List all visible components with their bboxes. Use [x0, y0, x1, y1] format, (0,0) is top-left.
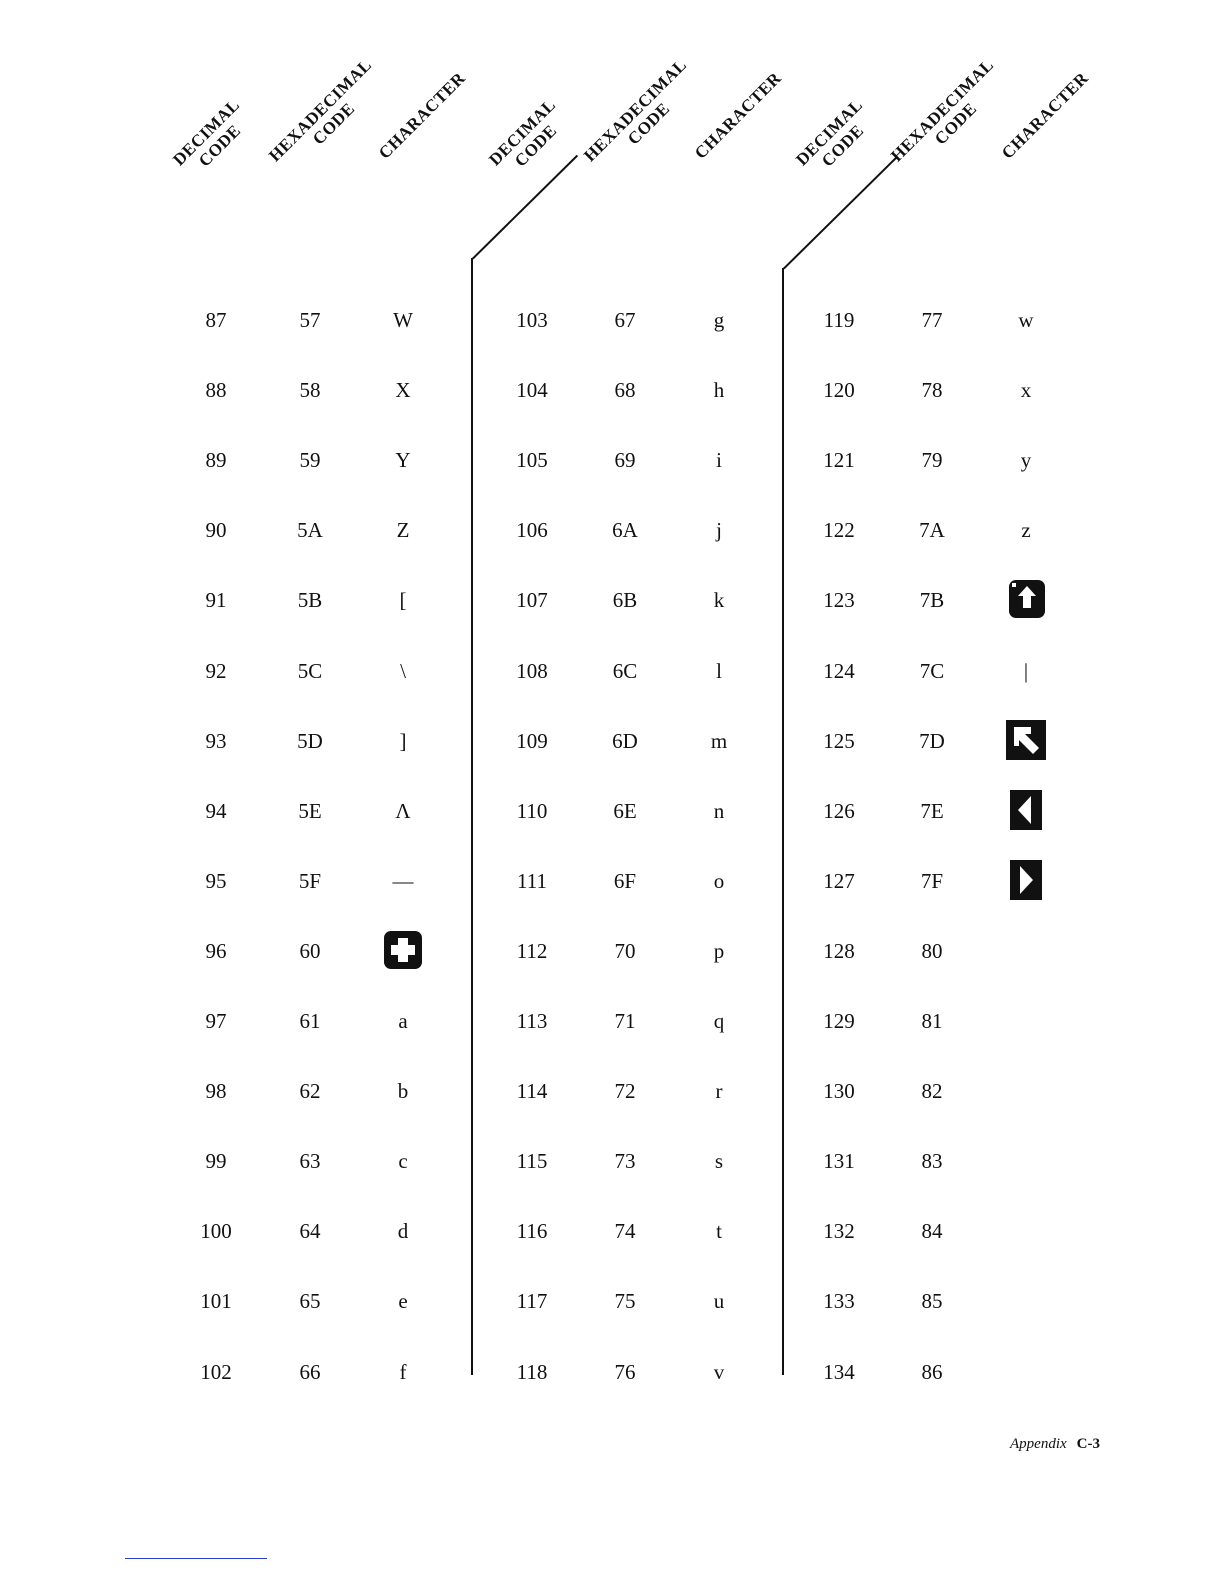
- footer-label: Appendix: [1010, 1436, 1067, 1452]
- decimal-code-header: DECIMAL CODE: [792, 95, 868, 171]
- decimal-code-cell: 128: [823, 938, 855, 963]
- character-cell: z: [1021, 518, 1031, 543]
- hex-code-cell: 73: [614, 1149, 636, 1174]
- decimal-code-cell: 95: [205, 868, 227, 893]
- decimal-code-cell: 93: [205, 728, 227, 753]
- decimal-code-cell: 123: [823, 588, 855, 613]
- character-cell: f: [399, 1359, 407, 1384]
- hex-code-cell: 6D: [612, 728, 638, 753]
- hex-code-cell: 6F: [613, 868, 637, 893]
- character-cell: c: [398, 1149, 408, 1174]
- character-cell: p: [713, 938, 725, 963]
- character-cell: q: [713, 1009, 725, 1033]
- decimal-code-cell: 94: [205, 798, 227, 823]
- hex-code-cell: 57: [299, 308, 321, 332]
- hex-code-cell: 67: [614, 308, 636, 332]
- left-arrow-block-glyph-icon: [986, 789, 1066, 836]
- hex-code-cell: 85: [921, 1289, 943, 1314]
- decimal-code-cell: 120: [823, 378, 855, 403]
- hexadecimal-code-header: HEXADECIMAL CODE: [265, 55, 376, 166]
- decimal-code-cell: 88: [205, 378, 227, 403]
- bottom-rule: [125, 1558, 267, 1559]
- decimal-code-header: DECIMAL CODE: [485, 95, 561, 171]
- hex-code-cell: 5F: [298, 868, 322, 893]
- decimal-code-cell: 103: [516, 308, 548, 332]
- decimal-code-cell: 110: [516, 798, 548, 823]
- hex-code-cell: 59: [299, 448, 321, 473]
- decimal-code-cell: 117: [516, 1289, 548, 1314]
- hex-code-cell: 70: [614, 938, 636, 963]
- hex-code-cell: 77: [921, 308, 943, 332]
- decimal-code-cell: 101: [200, 1289, 232, 1314]
- hexadecimal-code-header: HEXADECIMAL CODE: [580, 55, 691, 166]
- hex-code-cell: 7A: [919, 518, 945, 543]
- character-cell: s: [714, 1149, 724, 1174]
- character-cell: l: [716, 658, 722, 683]
- decimal-code-cell: 111: [517, 868, 547, 893]
- decimal-code-cell: 114: [516, 1079, 548, 1104]
- hex-code-cell: 5C: [297, 658, 323, 683]
- decimal-code-cell: 130: [823, 1079, 855, 1104]
- hex-code-cell: 7E: [920, 798, 944, 823]
- decimal-code-cell: 92: [205, 658, 227, 683]
- decimal-code-cell: 131: [823, 1149, 855, 1174]
- character-cell: Y: [395, 448, 411, 473]
- decimal-code-cell: 99: [205, 1149, 227, 1174]
- hex-code-cell: 7C: [919, 658, 945, 683]
- hex-code-cell: 81: [921, 1009, 943, 1033]
- character-cell: r: [715, 1079, 723, 1104]
- column-divider-1: [471, 258, 473, 1375]
- hex-code-cell: 6B: [612, 588, 638, 613]
- decimal-code-cell: 97: [205, 1009, 227, 1033]
- character-cell: m: [710, 728, 728, 753]
- hex-code-cell: 5B: [297, 588, 323, 613]
- character-cell: b: [397, 1079, 409, 1104]
- up-arrow-block-glyph-icon: [986, 578, 1066, 625]
- hex-code-cell: 84: [921, 1219, 943, 1244]
- hex-code-cell: 7D: [919, 728, 945, 753]
- decimal-code-cell: 112: [516, 938, 548, 963]
- decimal-code-cell: 125: [823, 728, 855, 753]
- hex-code-cell: 61: [299, 1009, 321, 1033]
- hex-code-cell: 71: [614, 1009, 636, 1033]
- character-header: CHARACTER: [690, 68, 786, 163]
- decimal-code-cell: 100: [200, 1219, 232, 1244]
- character-cell: u: [713, 1289, 725, 1314]
- decimal-code-cell: 126: [823, 798, 855, 823]
- character-cell: t: [716, 1219, 722, 1244]
- hex-code-cell: 79: [921, 448, 943, 473]
- hex-code-cell: 80: [921, 938, 943, 963]
- hex-code-cell: 75: [614, 1289, 636, 1314]
- character-header: CHARACTER: [997, 68, 1093, 163]
- page-footer: [1010, 1436, 1100, 1453]
- hex-code-cell: 68: [614, 378, 636, 403]
- character-cell: \: [400, 658, 406, 683]
- hex-code-cell: 82: [921, 1079, 943, 1104]
- hex-code-cell: 69: [614, 448, 636, 473]
- character-cell: a: [398, 1009, 408, 1033]
- hex-code-cell: 5A: [297, 518, 323, 543]
- decimal-code-cell: 122: [823, 518, 855, 543]
- decimal-code-cell: 127: [823, 868, 855, 893]
- character-cell: e: [398, 1289, 408, 1314]
- column-divider-2: [782, 268, 784, 1375]
- hex-code-cell: 5E: [298, 798, 322, 823]
- decimal-code-cell: 87: [205, 308, 227, 332]
- decimal-code-cell: 89: [205, 448, 227, 473]
- decimal-code-cell: 98: [205, 1079, 227, 1104]
- character-cell: j: [716, 518, 722, 543]
- character-cell: i: [716, 448, 722, 473]
- hex-code-cell: 74: [614, 1219, 636, 1244]
- hex-code-cell: 60: [299, 938, 321, 963]
- character-cell: W: [393, 308, 413, 332]
- decimal-code-cell: 109: [516, 728, 548, 753]
- hex-code-cell: 78: [921, 378, 943, 403]
- decimal-code-cell: 132: [823, 1219, 855, 1244]
- character-cell: h: [713, 378, 725, 403]
- hex-code-cell: 62: [299, 1079, 321, 1104]
- hex-code-cell: 6C: [612, 658, 638, 683]
- character-header: CHARACTER: [374, 68, 470, 163]
- decimal-code-cell: 105: [516, 448, 548, 473]
- hexadecimal-code-header: HEXADECIMAL CODE: [887, 55, 998, 166]
- hex-code-cell: 72: [614, 1079, 636, 1104]
- decimal-code-cell: 104: [516, 378, 548, 403]
- hex-code-cell: 63: [299, 1149, 321, 1174]
- decimal-code-cell: 115: [516, 1149, 548, 1174]
- hex-code-cell: 86: [921, 1359, 943, 1384]
- character-cell: d: [397, 1219, 409, 1244]
- hex-code-cell: 83: [921, 1149, 943, 1174]
- decimal-code-cell: 108: [516, 658, 548, 683]
- up-left-arrow-block-glyph-icon: [986, 719, 1066, 766]
- hex-code-cell: 66: [299, 1359, 321, 1384]
- decimal-code-cell: 106: [516, 518, 548, 543]
- right-arrow-block-glyph-icon: [986, 859, 1066, 906]
- character-cell: k: [713, 588, 725, 613]
- character-cell: —: [392, 868, 414, 893]
- hex-code-cell: 7F: [920, 868, 944, 893]
- decimal-code-cell: 119: [823, 308, 855, 332]
- hex-code-cell: 65: [299, 1289, 321, 1314]
- decimal-code-cell: 129: [823, 1009, 855, 1033]
- hex-code-cell: 76: [614, 1359, 636, 1384]
- decimal-code-header: DECIMAL CODE: [169, 95, 245, 171]
- decimal-code-cell: 102: [200, 1359, 232, 1384]
- decimal-code-cell: 96: [205, 938, 227, 963]
- hex-code-cell: 7B: [919, 588, 945, 613]
- decimal-code-cell: 121: [823, 448, 855, 473]
- character-cell: w: [1018, 308, 1034, 332]
- character-cell: x: [1020, 378, 1032, 403]
- character-cell: Z: [396, 518, 410, 543]
- character-cell: n: [713, 798, 725, 823]
- hex-code-cell: 58: [299, 378, 321, 403]
- character-cell: X: [395, 378, 411, 403]
- decimal-code-cell: 90: [205, 518, 227, 543]
- character-cell: v: [713, 1359, 725, 1384]
- decimal-code-cell: 91: [205, 588, 227, 613]
- character-cell: [: [399, 588, 407, 613]
- character-cell: ]: [399, 728, 407, 753]
- decimal-code-cell: 124: [823, 658, 855, 683]
- hex-code-cell: 64: [299, 1219, 321, 1244]
- character-cell: |: [1023, 658, 1029, 683]
- character-cell: y: [1020, 448, 1032, 473]
- hex-code-cell: 6A: [612, 518, 638, 543]
- hex-code-cell: 5D: [297, 728, 323, 753]
- decimal-code-cell: 134: [823, 1359, 855, 1384]
- decimal-code-cell: 107: [516, 588, 548, 613]
- decimal-code-cell: 133: [823, 1289, 855, 1314]
- decimal-code-cell: 113: [516, 1009, 548, 1033]
- character-cell: Λ: [395, 798, 411, 823]
- character-cell: o: [713, 868, 725, 893]
- page-number: C-3: [1076, 1436, 1100, 1452]
- hex-code-cell: 6E: [613, 798, 637, 823]
- decimal-code-cell: 118: [516, 1359, 548, 1384]
- decimal-code-cell: 116: [516, 1219, 548, 1244]
- character-cell: g: [713, 308, 725, 332]
- plus-block-glyph-icon: [363, 929, 443, 976]
